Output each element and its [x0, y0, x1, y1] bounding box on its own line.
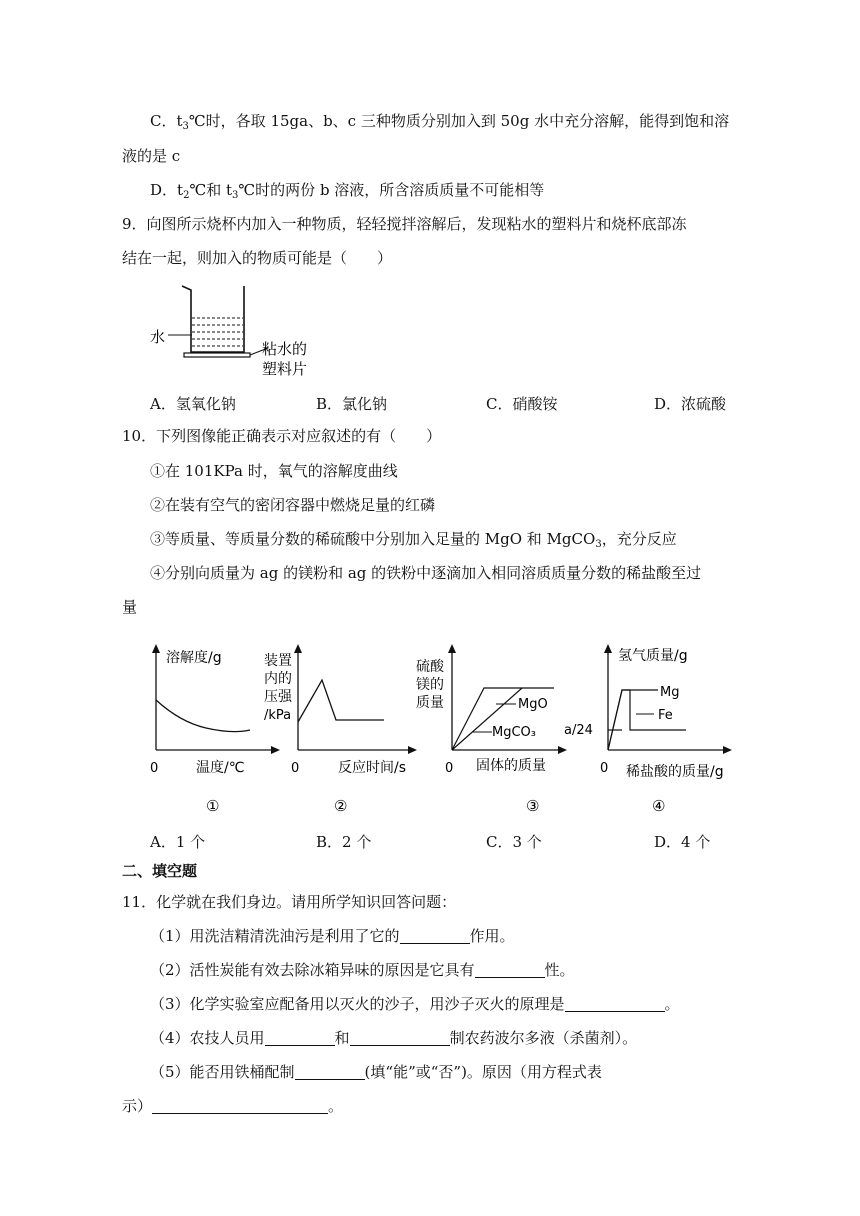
- q8-option-c-cont: 液的是 c: [122, 147, 181, 165]
- graph-4-yvalue: a/24: [564, 723, 593, 738]
- beaker: [182, 286, 244, 352]
- graph-4-origin: 0: [600, 761, 609, 776]
- q9-stem-2: 结在一起，则加入的物质可能是（ ）: [122, 249, 393, 267]
- graph-2-ylabel-4: /kPa: [264, 708, 292, 723]
- q11-blank-1[interactable]: [400, 927, 470, 944]
- q11-blank-4a[interactable]: [265, 1029, 335, 1046]
- q10-statement-2: ②在装有空气的密闭容器中燃烧足量的红磷: [150, 496, 436, 514]
- graph-3-line-mgo: MgO: [518, 697, 548, 712]
- q11-blank-2[interactable]: [475, 961, 545, 978]
- graph-2-ylabel-2: 内的: [264, 671, 292, 687]
- graph-4-line-mg: Mg: [660, 685, 680, 700]
- graph-2-origin: 0: [291, 761, 300, 776]
- graph-1-ylabel: 溶解度/g: [166, 650, 222, 666]
- graph-4: [562, 640, 737, 825]
- graph-1-origin: 0: [150, 761, 159, 776]
- q9-option-d: D．浓硫酸: [654, 395, 727, 413]
- graph-3-line-mgco3: MgCO₃: [492, 725, 536, 740]
- q8-option-d: D．$t_2℃$和 $t_3℃$时的两份 b 溶液，所含溶质质量不可能相等: [150, 181, 545, 201]
- mgco3-line: [452, 688, 522, 750]
- water-label: 水: [150, 328, 166, 346]
- graph-1-xlabel: 温度/℃: [196, 760, 245, 776]
- q10-option-a: A．1 个: [150, 833, 206, 851]
- q11-part-2: （2）活性炭能有效去除冰箱异味的原因是它具有 性。: [150, 961, 575, 979]
- q11-part-1: （1）用洗洁精清洗油污是利用了它的 作用。: [150, 927, 515, 945]
- graph-2: [262, 640, 422, 825]
- graph-2-xlabel: 反应时间/s: [338, 760, 407, 776]
- q8-option-c: C．$t_3℃$时，各取 15ga、b、c 三种物质分别加入到 50g 水中充分溶解，能得到饱和溶: [150, 112, 730, 132]
- graph-2-ylabel-3: 压强: [264, 689, 292, 705]
- plastic-plate: [184, 353, 250, 357]
- graph-4-ylabel: 氢气质量/g: [618, 648, 688, 664]
- q10-statement-1: ①在 101KPa 时，氧气的溶解度曲线: [150, 462, 398, 480]
- q10-stem: 10．下列图像能正确表示对应叙述的有（ ）: [122, 427, 442, 445]
- solubility-curve: [156, 700, 250, 732]
- q10-option-c: C．3 个: [486, 833, 542, 851]
- q9-option-a: A．氢氧化钠: [150, 395, 236, 413]
- beaker-figure: [148, 280, 328, 380]
- q10-option-d: D．4 个: [654, 833, 711, 851]
- graph-4-number: ④: [652, 797, 666, 815]
- q11-part-3: （3）化学实验室应配备用以灭火的沙子，用沙子灭火的原理是 。: [150, 995, 680, 1013]
- q9-option-b: B．氯化钠: [316, 395, 388, 413]
- section-title: 二、填空题: [122, 862, 198, 880]
- q11-part-5-cont: 示） 。: [122, 1097, 344, 1115]
- q11-blank-5b[interactable]: [152, 1097, 328, 1114]
- graph-3-number: ③: [526, 797, 540, 815]
- plate-label-2: 塑料片: [262, 360, 308, 378]
- q10-statement-4: ④分别向质量为 ag 的镁粉和 ag 的铁粉中逐滴加入相同溶质质量分数的稀盐酸至过: [150, 564, 702, 582]
- q11-blank-4b[interactable]: [350, 1029, 450, 1046]
- graph-4-xlabel: 稀盐酸的质量/g: [626, 764, 724, 780]
- q11-blank-3[interactable]: [565, 995, 665, 1012]
- q11-blank-5a[interactable]: [295, 1063, 365, 1080]
- graph-3-ylabel-2: 镁的: [416, 677, 444, 693]
- graph-2-number: ②: [334, 797, 348, 815]
- q11-stem: 11．化学就在我们身边。请用所学知识回答问题：: [122, 893, 457, 911]
- plate-label-1: 粘水的: [262, 340, 308, 358]
- pressure-curve: [298, 680, 384, 722]
- q9-stem-1: 9．向图所示烧杯内加入一种物质，轻轻搅拌溶解后，发现粘水的塑料片和烧杯底部冻: [122, 215, 687, 233]
- q11-part-5: （5）能否用铁桶配制 (填“能”或“否”)。原因（用方程式表: [150, 1063, 602, 1081]
- q9-option-c: C．硝酸铵: [486, 395, 558, 413]
- graph-1: [140, 640, 280, 825]
- graph-4-line-fe: Fe: [658, 708, 673, 723]
- q10-option-b: B．2 个: [316, 833, 372, 851]
- graph-3-ylabel-3: 质量: [416, 695, 444, 711]
- q11-part-4: （4）农技人员用 和 制农药波尔多液（杀菌剂）。: [150, 1029, 638, 1047]
- q10-statement-4-cont: 量: [122, 598, 138, 616]
- graph-3-ylabel-1: 硫酸: [416, 659, 444, 675]
- graph-3-origin: 0: [445, 761, 454, 776]
- graph-3: [412, 640, 572, 825]
- graph-2-ylabel-1: 装置: [264, 653, 292, 669]
- graph-1-number: ①: [206, 797, 220, 815]
- graph-3-xlabel: 固体的质量: [476, 758, 546, 774]
- q10-statement-3: ③等质量、等质量分数的稀硫酸中分别加入足量的 MgO 和 MgCO$_3$，充分反应: [150, 530, 677, 550]
